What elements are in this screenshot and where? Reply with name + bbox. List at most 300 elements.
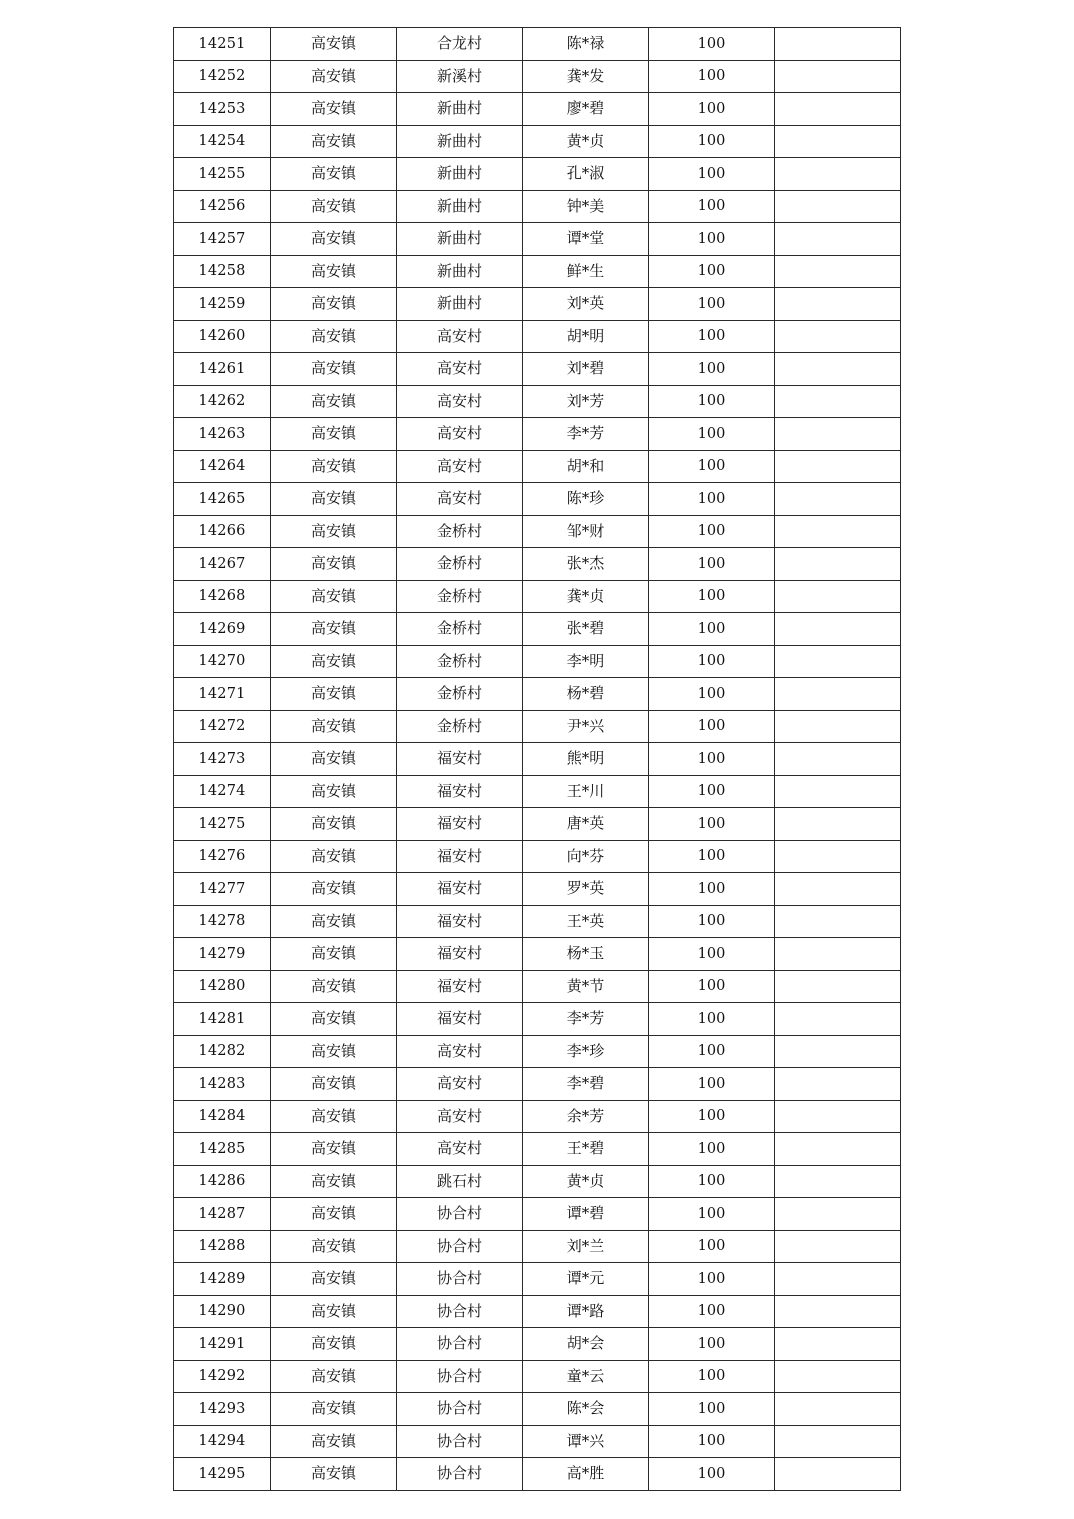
village-cell: 协合村 [397, 1328, 523, 1361]
note-cell [775, 775, 901, 808]
table-row [174, 645, 901, 678]
amount-cell: 100 [649, 970, 775, 1003]
name-cell: 陈*会 [523, 1393, 649, 1426]
amount-cell: 100 [649, 580, 775, 613]
table-row [174, 1068, 901, 1101]
serial-number-cell: 14281 [174, 1003, 271, 1036]
serial-number-cell: 14275 [174, 808, 271, 841]
table-row [174, 743, 901, 776]
note-cell [775, 158, 901, 191]
note-cell [775, 970, 901, 1003]
serial-number-cell: 14269 [174, 613, 271, 646]
note-cell [775, 1198, 901, 1231]
name-cell: 余*芳 [523, 1100, 649, 1133]
table-row [174, 775, 901, 808]
village-cell: 金桥村 [397, 580, 523, 613]
town-cell: 高安镇 [271, 28, 397, 61]
table-row [174, 320, 901, 353]
town-cell: 高安镇 [271, 125, 397, 158]
town-cell: 高安镇 [271, 743, 397, 776]
town-cell: 高安镇 [271, 158, 397, 191]
table-row [174, 1263, 901, 1296]
town-cell: 高安镇 [271, 1198, 397, 1231]
amount-cell: 100 [649, 840, 775, 873]
serial-number-cell: 14257 [174, 223, 271, 256]
town-cell: 高安镇 [271, 938, 397, 971]
table-row [174, 873, 901, 906]
name-cell: 李*碧 [523, 1068, 649, 1101]
table-row [174, 28, 901, 61]
village-cell: 新曲村 [397, 158, 523, 191]
town-cell: 高安镇 [271, 353, 397, 386]
name-cell: 熊*明 [523, 743, 649, 776]
village-cell: 高安村 [397, 1068, 523, 1101]
table-row [174, 60, 901, 93]
village-cell: 协合村 [397, 1263, 523, 1296]
note-cell [775, 1165, 901, 1198]
town-cell: 高安镇 [271, 1035, 397, 1068]
note-cell [775, 60, 901, 93]
amount-cell: 100 [649, 1263, 775, 1296]
serial-number-cell: 14293 [174, 1393, 271, 1426]
town-cell: 高安镇 [271, 418, 397, 451]
village-cell: 福安村 [397, 743, 523, 776]
village-cell: 金桥村 [397, 678, 523, 711]
table-row [174, 223, 901, 256]
note-cell [775, 1035, 901, 1068]
town-cell: 高安镇 [271, 1263, 397, 1296]
town-cell: 高安镇 [271, 1425, 397, 1458]
amount-cell: 100 [649, 1068, 775, 1101]
serial-number-cell: 14262 [174, 385, 271, 418]
note-cell [775, 515, 901, 548]
table-row [174, 710, 901, 743]
amount-cell: 100 [649, 255, 775, 288]
village-cell: 高安村 [397, 353, 523, 386]
note-cell [775, 320, 901, 353]
amount-cell: 100 [649, 288, 775, 321]
name-cell: 廖*碧 [523, 93, 649, 126]
serial-number-cell: 14276 [174, 840, 271, 873]
table-row [174, 1133, 901, 1166]
amount-cell: 100 [649, 1295, 775, 1328]
serial-number-cell: 14277 [174, 873, 271, 906]
note-cell [775, 938, 901, 971]
note-cell [775, 905, 901, 938]
note-cell [775, 418, 901, 451]
village-cell: 新曲村 [397, 93, 523, 126]
village-cell: 福安村 [397, 905, 523, 938]
table-row [174, 613, 901, 646]
amount-cell: 100 [649, 1360, 775, 1393]
name-cell: 王*川 [523, 775, 649, 808]
name-cell: 谭*元 [523, 1263, 649, 1296]
note-cell [775, 840, 901, 873]
town-cell: 高安镇 [271, 190, 397, 223]
town-cell: 高安镇 [271, 1360, 397, 1393]
village-cell: 新曲村 [397, 223, 523, 256]
table-row [174, 1100, 901, 1133]
village-cell: 高安村 [397, 1035, 523, 1068]
serial-number-cell: 14274 [174, 775, 271, 808]
name-cell: 胡*明 [523, 320, 649, 353]
town-cell: 高安镇 [271, 320, 397, 353]
amount-cell: 100 [649, 1425, 775, 1458]
town-cell: 高安镇 [271, 678, 397, 711]
amount-cell: 100 [649, 60, 775, 93]
town-cell: 高安镇 [271, 613, 397, 646]
serial-number-cell: 14272 [174, 710, 271, 743]
village-cell: 新曲村 [397, 288, 523, 321]
note-cell [775, 1263, 901, 1296]
amount-cell: 100 [649, 613, 775, 646]
serial-number-cell: 14285 [174, 1133, 271, 1166]
serial-number-cell: 14251 [174, 28, 271, 61]
village-cell: 福安村 [397, 1003, 523, 1036]
name-cell: 黄*贞 [523, 125, 649, 158]
town-cell: 高安镇 [271, 385, 397, 418]
village-cell: 福安村 [397, 775, 523, 808]
name-cell: 鲜*生 [523, 255, 649, 288]
note-cell [775, 1003, 901, 1036]
serial-number-cell: 14265 [174, 483, 271, 516]
table-row [174, 1295, 901, 1328]
serial-number-cell: 14267 [174, 548, 271, 581]
serial-number-cell: 14288 [174, 1230, 271, 1263]
name-cell: 胡*和 [523, 450, 649, 483]
note-cell [775, 1230, 901, 1263]
subsidy-table-body [174, 28, 901, 1491]
note-cell [775, 483, 901, 516]
serial-number-cell: 14278 [174, 905, 271, 938]
town-cell: 高安镇 [271, 645, 397, 678]
town-cell: 高安镇 [271, 1393, 397, 1426]
serial-number-cell: 14290 [174, 1295, 271, 1328]
amount-cell: 100 [649, 385, 775, 418]
note-cell [775, 873, 901, 906]
village-cell: 新溪村 [397, 60, 523, 93]
amount-cell: 100 [649, 743, 775, 776]
name-cell: 谭*碧 [523, 1198, 649, 1231]
table-row [174, 1360, 901, 1393]
name-cell: 陈*禄 [523, 28, 649, 61]
name-cell: 杨*玉 [523, 938, 649, 971]
amount-cell: 100 [649, 418, 775, 451]
table-row [174, 190, 901, 223]
town-cell: 高安镇 [271, 515, 397, 548]
village-cell: 福安村 [397, 938, 523, 971]
serial-number-cell: 14273 [174, 743, 271, 776]
village-cell: 协合村 [397, 1295, 523, 1328]
amount-cell: 100 [649, 320, 775, 353]
town-cell: 高安镇 [271, 548, 397, 581]
serial-number-cell: 14270 [174, 645, 271, 678]
amount-cell: 100 [649, 548, 775, 581]
note-cell [775, 710, 901, 743]
village-cell: 协合村 [397, 1425, 523, 1458]
serial-number-cell: 14260 [174, 320, 271, 353]
village-cell: 合龙村 [397, 28, 523, 61]
name-cell: 谭*兴 [523, 1425, 649, 1458]
table-row [174, 353, 901, 386]
name-cell: 龚*发 [523, 60, 649, 93]
note-cell [775, 93, 901, 126]
village-cell: 协合村 [397, 1230, 523, 1263]
name-cell: 向*芬 [523, 840, 649, 873]
amount-cell: 100 [649, 678, 775, 711]
town-cell: 高安镇 [271, 1133, 397, 1166]
name-cell: 张*碧 [523, 613, 649, 646]
amount-cell: 100 [649, 938, 775, 971]
table-row [174, 385, 901, 418]
serial-number-cell: 14254 [174, 125, 271, 158]
table-row [174, 418, 901, 451]
serial-number-cell: 14264 [174, 450, 271, 483]
note-cell [775, 678, 901, 711]
village-cell: 协合村 [397, 1458, 523, 1491]
town-cell: 高安镇 [271, 1328, 397, 1361]
table-row [174, 970, 901, 1003]
town-cell: 高安镇 [271, 873, 397, 906]
serial-number-cell: 14287 [174, 1198, 271, 1231]
note-cell [775, 28, 901, 61]
serial-number-cell: 14268 [174, 580, 271, 613]
name-cell: 谭*堂 [523, 223, 649, 256]
amount-cell: 100 [649, 483, 775, 516]
table-row [174, 288, 901, 321]
table-row [174, 1035, 901, 1068]
town-cell: 高安镇 [271, 60, 397, 93]
table-row [174, 1393, 901, 1426]
note-cell [775, 125, 901, 158]
note-cell [775, 1100, 901, 1133]
note-cell [775, 580, 901, 613]
amount-cell: 100 [649, 158, 775, 191]
name-cell: 王*碧 [523, 1133, 649, 1166]
serial-number-cell: 14266 [174, 515, 271, 548]
village-cell: 高安村 [397, 1100, 523, 1133]
village-cell: 金桥村 [397, 645, 523, 678]
town-cell: 高安镇 [271, 450, 397, 483]
amount-cell: 100 [649, 1035, 775, 1068]
name-cell: 张*杰 [523, 548, 649, 581]
serial-number-cell: 14261 [174, 353, 271, 386]
serial-number-cell: 14255 [174, 158, 271, 191]
town-cell: 高安镇 [271, 483, 397, 516]
name-cell: 钟*美 [523, 190, 649, 223]
town-cell: 高安镇 [271, 970, 397, 1003]
amount-cell: 100 [649, 808, 775, 841]
amount-cell: 100 [649, 190, 775, 223]
name-cell: 孔*淑 [523, 158, 649, 191]
town-cell: 高安镇 [271, 840, 397, 873]
note-cell [775, 1360, 901, 1393]
name-cell: 刘*英 [523, 288, 649, 321]
name-cell: 刘*兰 [523, 1230, 649, 1263]
amount-cell: 100 [649, 1328, 775, 1361]
name-cell: 高*胜 [523, 1458, 649, 1491]
table-row [174, 125, 901, 158]
village-cell: 高安村 [397, 418, 523, 451]
table-row [174, 938, 901, 971]
amount-cell: 100 [649, 353, 775, 386]
table-row [174, 1198, 901, 1231]
note-cell [775, 1458, 901, 1491]
name-cell: 罗*英 [523, 873, 649, 906]
note-cell [775, 1328, 901, 1361]
amount-cell: 100 [649, 775, 775, 808]
amount-cell: 100 [649, 223, 775, 256]
village-cell: 高安村 [397, 385, 523, 418]
serial-number-cell: 14279 [174, 938, 271, 971]
note-cell [775, 743, 901, 776]
name-cell: 童*云 [523, 1360, 649, 1393]
name-cell: 李*芳 [523, 418, 649, 451]
serial-number-cell: 14280 [174, 970, 271, 1003]
table-row [174, 93, 901, 126]
amount-cell: 100 [649, 1230, 775, 1263]
table-row [174, 678, 901, 711]
village-cell: 金桥村 [397, 613, 523, 646]
name-cell: 尹*兴 [523, 710, 649, 743]
table-row [174, 580, 901, 613]
name-cell: 龚*贞 [523, 580, 649, 613]
note-cell [775, 613, 901, 646]
serial-number-cell: 14283 [174, 1068, 271, 1101]
town-cell: 高安镇 [271, 710, 397, 743]
town-cell: 高安镇 [271, 288, 397, 321]
table-row [174, 450, 901, 483]
village-cell: 协合村 [397, 1393, 523, 1426]
serial-number-cell: 14286 [174, 1165, 271, 1198]
name-cell: 李*珍 [523, 1035, 649, 1068]
village-cell: 高安村 [397, 1133, 523, 1166]
table-row [174, 483, 901, 516]
serial-number-cell: 14282 [174, 1035, 271, 1068]
name-cell: 刘*碧 [523, 353, 649, 386]
note-cell [775, 1425, 901, 1458]
serial-number-cell: 14258 [174, 255, 271, 288]
serial-number-cell: 14252 [174, 60, 271, 93]
table-row [174, 1003, 901, 1036]
serial-number-cell: 14271 [174, 678, 271, 711]
amount-cell: 100 [649, 450, 775, 483]
name-cell: 王*英 [523, 905, 649, 938]
name-cell: 谭*路 [523, 1295, 649, 1328]
village-cell: 高安村 [397, 450, 523, 483]
amount-cell: 100 [649, 645, 775, 678]
town-cell: 高安镇 [271, 1230, 397, 1263]
note-cell [775, 223, 901, 256]
village-cell: 福安村 [397, 970, 523, 1003]
serial-number-cell: 14256 [174, 190, 271, 223]
note-cell [775, 353, 901, 386]
town-cell: 高安镇 [271, 1458, 397, 1491]
village-cell: 金桥村 [397, 710, 523, 743]
serial-number-cell: 14263 [174, 418, 271, 451]
serial-number-cell: 14253 [174, 93, 271, 126]
amount-cell: 100 [649, 125, 775, 158]
town-cell: 高安镇 [271, 93, 397, 126]
amount-cell: 100 [649, 515, 775, 548]
note-cell [775, 1133, 901, 1166]
note-cell [775, 255, 901, 288]
name-cell: 李*芳 [523, 1003, 649, 1036]
note-cell [775, 1393, 901, 1426]
town-cell: 高安镇 [271, 1068, 397, 1101]
village-cell: 协合村 [397, 1198, 523, 1231]
village-cell: 新曲村 [397, 125, 523, 158]
name-cell: 邹*财 [523, 515, 649, 548]
table-row [174, 1328, 901, 1361]
amount-cell: 100 [649, 1393, 775, 1426]
name-cell: 李*明 [523, 645, 649, 678]
table-row [174, 515, 901, 548]
village-cell: 金桥村 [397, 548, 523, 581]
amount-cell: 100 [649, 873, 775, 906]
town-cell: 高安镇 [271, 905, 397, 938]
table-row [174, 158, 901, 191]
note-cell [775, 190, 901, 223]
serial-number-cell: 14295 [174, 1458, 271, 1491]
serial-number-cell: 14289 [174, 1263, 271, 1296]
name-cell: 唐*英 [523, 808, 649, 841]
serial-number-cell: 14291 [174, 1328, 271, 1361]
name-cell: 刘*芳 [523, 385, 649, 418]
amount-cell: 100 [649, 1198, 775, 1231]
table-row [174, 1165, 901, 1198]
village-cell: 高安村 [397, 483, 523, 516]
table-row [174, 255, 901, 288]
amount-cell: 100 [649, 1133, 775, 1166]
amount-cell: 100 [649, 710, 775, 743]
amount-cell: 100 [649, 1165, 775, 1198]
name-cell: 黄*节 [523, 970, 649, 1003]
town-cell: 高安镇 [271, 1100, 397, 1133]
village-cell: 跳石村 [397, 1165, 523, 1198]
subsidy-table [173, 27, 901, 1491]
note-cell [775, 645, 901, 678]
town-cell: 高安镇 [271, 580, 397, 613]
table-row [174, 548, 901, 581]
note-cell [775, 450, 901, 483]
note-cell [775, 1068, 901, 1101]
name-cell: 陈*珍 [523, 483, 649, 516]
note-cell [775, 1295, 901, 1328]
village-cell: 福安村 [397, 808, 523, 841]
amount-cell: 100 [649, 1458, 775, 1491]
name-cell: 胡*会 [523, 1328, 649, 1361]
table-row [174, 1425, 901, 1458]
name-cell: 杨*碧 [523, 678, 649, 711]
note-cell [775, 288, 901, 321]
town-cell: 高安镇 [271, 1165, 397, 1198]
table-row [174, 1458, 901, 1491]
name-cell: 黄*贞 [523, 1165, 649, 1198]
amount-cell: 100 [649, 93, 775, 126]
amount-cell: 100 [649, 905, 775, 938]
amount-cell: 100 [649, 1003, 775, 1036]
table-row [174, 905, 901, 938]
table-row [174, 1230, 901, 1263]
serial-number-cell: 14292 [174, 1360, 271, 1393]
town-cell: 高安镇 [271, 808, 397, 841]
village-cell: 协合村 [397, 1360, 523, 1393]
table-row [174, 808, 901, 841]
amount-cell: 100 [649, 1100, 775, 1133]
serial-number-cell: 14259 [174, 288, 271, 321]
note-cell [775, 385, 901, 418]
